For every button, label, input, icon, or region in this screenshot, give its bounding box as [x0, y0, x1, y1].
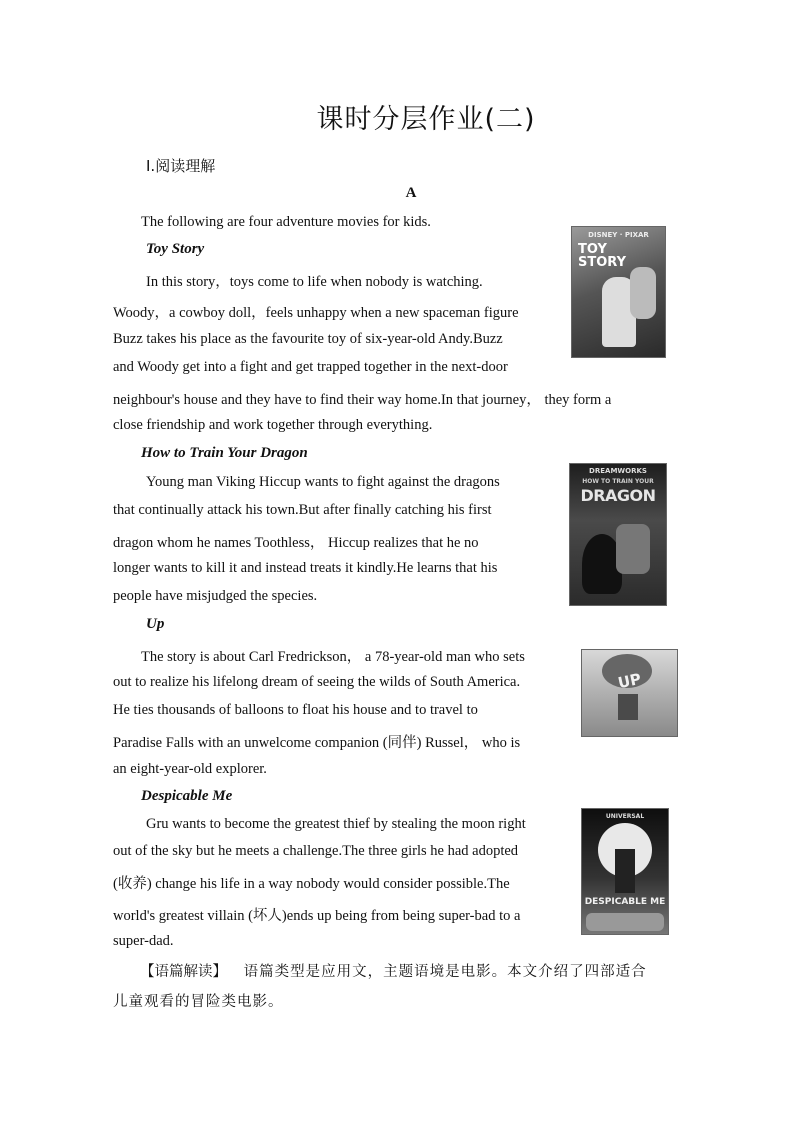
paragraph-line: people have misjudged the species.	[113, 588, 318, 604]
reading-note	[140, 960, 647, 981]
section-heading: Ⅰ.阅读理解	[146, 157, 216, 175]
paragraph-line: super-dad.	[113, 933, 174, 949]
character-figure	[615, 849, 635, 893]
paragraph-line: dragon whom he names Toothless， Hiccup realizes that he no	[113, 535, 479, 551]
passage-label: A	[405, 185, 417, 201]
paragraph-line: Woody，a cowboy doll，feels unhappy when a new spaceman figure	[113, 305, 519, 321]
dragon-poster-image: DREAMWORKS HOW TO TRAIN YOUR DRAGON	[569, 463, 667, 606]
despicable-me-poster-image: UNIVERSAL DESPICABLE ME	[581, 808, 669, 935]
movie-title-toy-story: Toy Story	[146, 241, 205, 257]
paragraph-line: longer wants to kill it and instead treats it kindly.He learns that his	[113, 560, 498, 576]
paragraph-line: Young man Viking Hiccup wants to fight against the dragons	[146, 474, 500, 490]
intro-text: The following are four adventure movies for kids.	[141, 214, 431, 230]
paragraph-line: out of the sky but he meets a challenge.The three girls he had adopted	[113, 843, 519, 859]
character-figure	[616, 524, 650, 574]
paragraph-line: and Woody get into a fight and get trapped together in the next-door	[113, 359, 508, 375]
movie-title-despicable-me: Despicable Me	[141, 788, 233, 804]
toy-story-poster-image: DISNEY · PIXAR TOY STORY	[571, 226, 666, 358]
paragraph-line: Gru wants to become the greatest thief by stealing the moon right	[146, 816, 526, 832]
paragraph-line: an eight-year-old explorer.	[113, 761, 267, 777]
note-text: 语篇类型是应用文，主题语境是电影。本文介绍了四部适合	[243, 964, 647, 980]
paragraph-line: Buzz takes his place as the favourite toy of six-year-old Andy.Buzz	[113, 331, 503, 347]
note-label: 【语篇解读】	[140, 964, 227, 980]
up-poster-image: UP	[581, 649, 678, 737]
character-figure	[630, 267, 656, 319]
paragraph-line: In this story，toys come to life when nobody is watching.	[146, 274, 483, 290]
paragraph-line: (收养) change his life in a way nobody would consider possible.The	[113, 876, 510, 892]
house-shape	[618, 694, 638, 720]
paragraph-line: world's greatest villain (坏人)ends up being from being super-bad to a	[113, 908, 521, 924]
movie-title-dragon: How to Train Your Dragon	[141, 445, 308, 461]
paragraph-line: out to realize his lifelong dream of seeing the wilds of South America.	[113, 674, 521, 690]
paragraph-line: Paradise Falls with an unwelcome companion (同伴) Russel， who is	[113, 735, 521, 751]
paragraph-line: neighbour's house and they have to find their way home.In that journey， they form a	[113, 392, 612, 408]
page-title: 课时分层作业(二)	[316, 104, 536, 135]
minions-shape	[586, 913, 664, 931]
movie-title-up: Up	[146, 616, 165, 632]
paragraph-line: that continually attack his town.But after finally catching his first	[113, 502, 492, 518]
paragraph-line: close friendship and work together through everything.	[113, 417, 433, 433]
paragraph-line: The story is about Carl Fredrickson， a 78-year-old man who sets	[141, 649, 525, 665]
paragraph-line: He ties thousands of balloons to float his house and to travel to	[113, 702, 478, 718]
note-text-continued: 儿童观看的冒险类电影。	[113, 994, 284, 1010]
